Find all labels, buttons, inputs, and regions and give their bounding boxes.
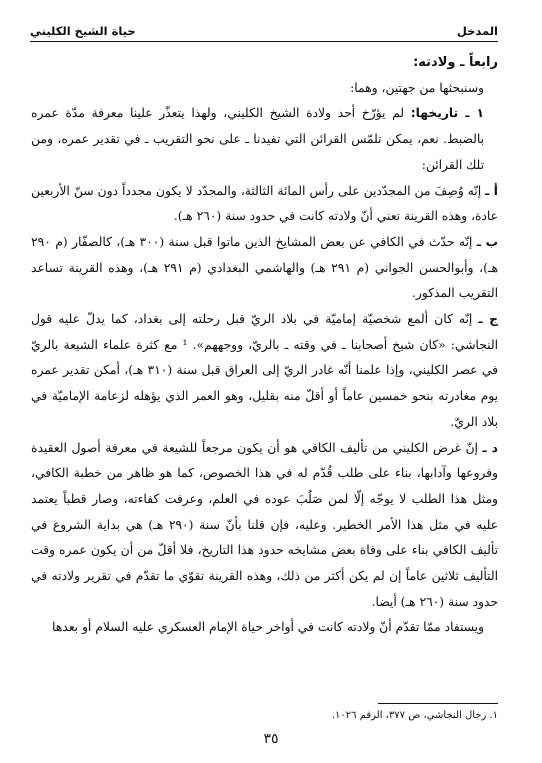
paragraph-d — [31, 436, 498, 616]
closing-paragraph: ويستفاد ممّا تقدّم أنّ ولادته كانت في أواخر حياة الإمام العسكري عليه السلام أو بعدها — [52, 620, 484, 635]
intro-line: وسنبحثها من جهتين، وهما: — [350, 80, 484, 95]
paragraph-text: لم يؤرّخ أحد ولادة الشيخ الكليني، ولهذا يتعذّر علينا معرفة مدّة عمره بالضبط. نعم، يمكن تلمّس القرائن التي تفيدنا ـ على نحو التقريب ـ في تقدير عمره، ومن تلك القرائن: — [31, 106, 484, 172]
paragraph-c — [31, 307, 498, 436]
header-book-title: حياة الشيخ الكليني — [30, 24, 136, 38]
footnote: ١. رجال النجاشي، ص ٣٧٧، الرقم ١٠٢٦. — [331, 710, 498, 721]
paragraph-lead: ب ـ — [476, 234, 499, 249]
paragraph-text: إنّه حدّث في الكافي عن بعض المشايخ الذين ماتوا قبل سنة (٣٠٠ هـ)، كالصفّار (م ٢٩٠ هـ)، وأبوالحسن الجواني (م ٢٩١ هـ) والهاشمي البغدادي (م ٢٩١ هـ)، وهذه القرينة تساعد التقريب المذكور. — [31, 234, 498, 301]
header-section-title: المدخل — [456, 24, 498, 38]
paragraph-b — [31, 230, 498, 307]
page-number: ٣٥ — [263, 731, 279, 747]
paragraph-text: إنّ غرض الكليني من تأليف الكافي هو أن يكون مرجعاً للشيعة في معرفة أصول العقيدة وفروعها وآدابها، بناء على طلب قُدّم له في هذا الخصوص، كما هو ظاهر من خطبة الكافي، ومثل هذا الطلب لا يوجّه إلّا لمن صَلُبَ عوده في العلم، وعرفت كفاءته، وصار قطباً يعتمد عليه في مثل هذا الأمر الخطير. وعليه، فإن قلنا بأنّ سنة (٢٩٠ هـ) هي بداية الشروع في تأليف الكافي بناء على وفاة بعض مشايخه حدود هذا التاريخ، فلا أقلّ من أن يكون عمره وقت التأليف ثلاثين عاماً إن لم يكن أكثر من ذلك، وهذه القرينة تقوّي ما تقدّم في تقرير ولادته في حدود سنة (٢٦٠ هـ) أيضا. — [31, 440, 498, 609]
paragraph-a — [31, 179, 498, 230]
paragraph-lead: أ ـ — [485, 183, 499, 198]
running-head — [30, 14, 498, 42]
paragraph-lead: ج ـ — [478, 312, 498, 327]
body-text — [31, 50, 498, 641]
paragraph-lead: ١ ـ تاريخها: — [410, 106, 484, 121]
paragraph-text: إنّه كان ألمع شخصيّة إماميّة في بلاد الريّ قبل رحلته إلى بغداد، كما يدلّ عليه قول النجاشي: «كان شيخ أصحابنا ـ في وقته ـ بالريّ، ووجههم». ¹ مع كثرة علماء الشيعة بالريّ في عصر الكليني، وإذا علمنا أنّه غادر الريّ إلى العراق قبل سنة (٣١٠ هـ)، أمكن تقدير عمره يوم مغادرته بنحو خمسين عاماً أو أقلّ منه بقليل، وهو العمر الذي يؤهله لزعامة الإماميّة في بلاد الريّ. — [31, 312, 498, 429]
footnote-divider — [378, 703, 498, 704]
paragraph-lead: د ـ — [482, 440, 498, 455]
paragraph-text: إنّه وُصِفَ من المجدّدين على رأس المائة الثالثة، والمجدّد لا يكون مجدداً دون سنّ الأربعين عادة، وهذه القرينة تعني أنّ ولادته كانت في حدود سنة (٢٦٠ هـ). — [31, 183, 498, 224]
section-title: رابعاً ـ ولادته: — [413, 55, 498, 70]
paragraph-date — [31, 101, 498, 178]
